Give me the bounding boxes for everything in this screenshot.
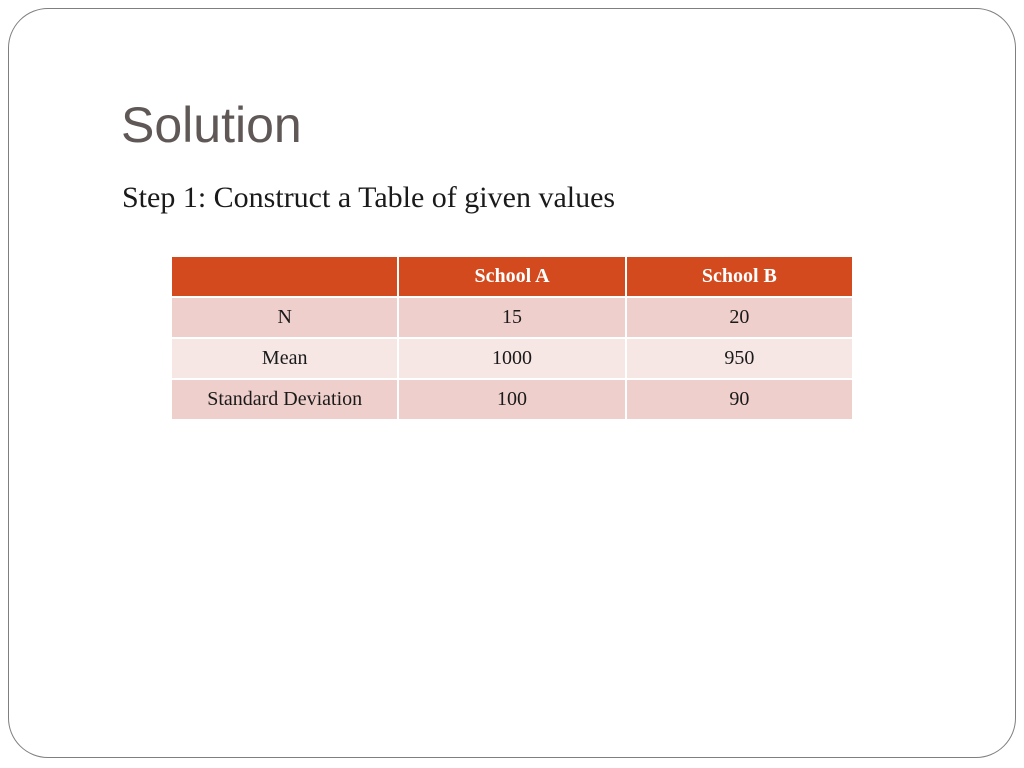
table-header-row (171, 256, 853, 297)
slide-subtitle: Step 1: Construct a Table of given values (122, 181, 616, 214)
table-cell: 100 (398, 379, 625, 420)
given-values-table (170, 255, 854, 421)
table-cell: 15 (398, 297, 625, 338)
table-row (171, 297, 853, 338)
table-header-cell: School B (626, 256, 853, 297)
table-cell: 1000 (398, 338, 625, 379)
row-label-cell: Standard Deviation (171, 379, 398, 420)
table-row (171, 338, 853, 379)
slide-title: Solution (121, 97, 302, 153)
table-cell: 950 (626, 338, 853, 379)
row-label-cell: N (171, 297, 398, 338)
row-label-cell: Mean (171, 338, 398, 379)
table-cell: 90 (626, 379, 853, 420)
table-header-cell: School A (398, 256, 625, 297)
table-cell: 20 (626, 297, 853, 338)
table-header-cell-blank (171, 256, 398, 297)
table-row (171, 379, 853, 420)
